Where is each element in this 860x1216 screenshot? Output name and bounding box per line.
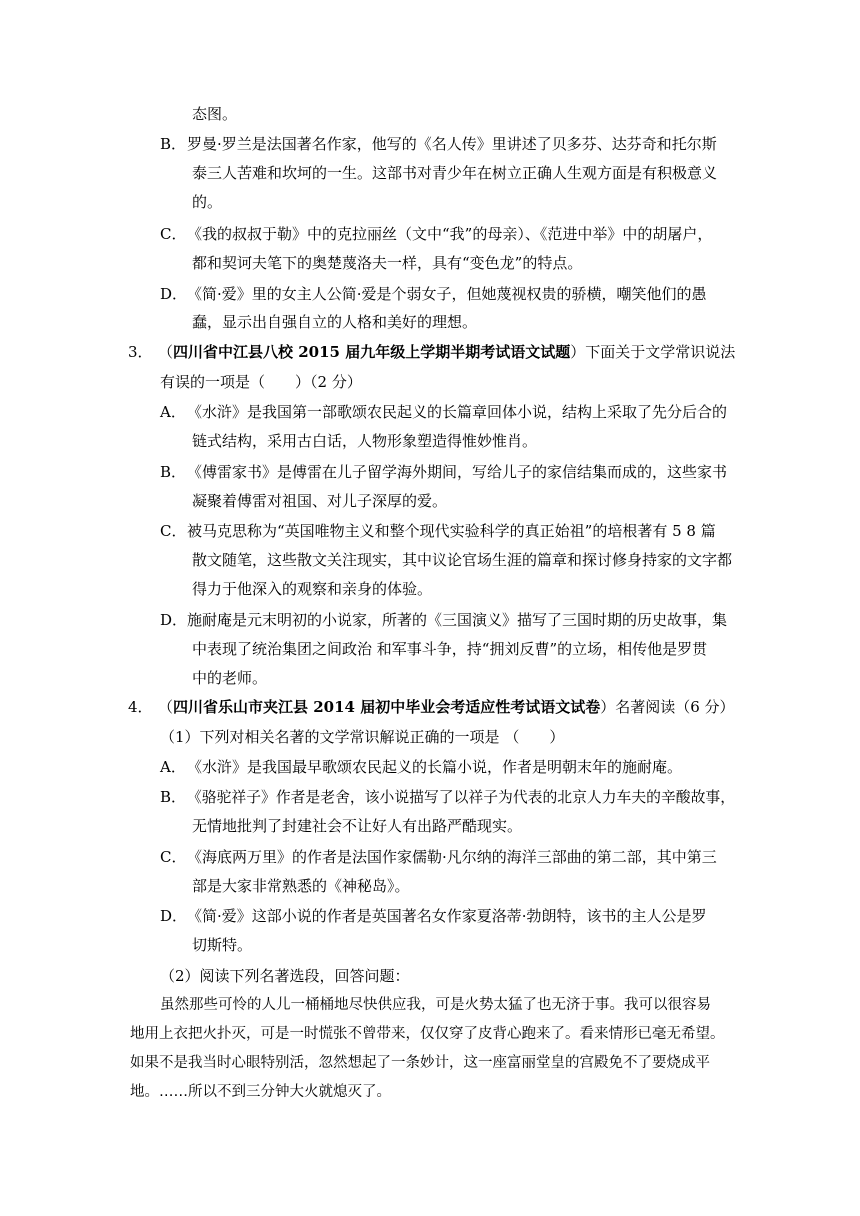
q3-stem-rest: 下面关于文学常识说法 <box>585 343 736 361</box>
q2-option-b-line2: 泰三人苦难和坎坷的一生。这部书对青少年在树立正确人生观方面是有积极意义 <box>192 164 718 182</box>
excerpt-line-2: 地用上衣把火扑灭，可是一时慌张不曾带来，仅仅穿了皮背心跑来了。看来情形已毫无希望。 <box>130 1026 725 1042</box>
q3-stem-line1 <box>158 342 735 362</box>
q4-number: 4． <box>128 698 153 716</box>
q4-option-b-label: B． <box>160 788 187 806</box>
q2-option-b-line3: 的。 <box>192 193 223 211</box>
q2-tail-text: 态图。 <box>192 105 238 123</box>
q3-stem-line2: 有误的一项是（ ）（2 分） <box>160 373 362 391</box>
q4-source: 四川省乐山市夹江县 2014 届初中毕业会考适应性考试语文试卷 <box>173 698 601 716</box>
q3-option-c-line2: 散文随笔，这些散文关注现实，其中议论官场生涯的篇章和探讨修身持家的文字都 <box>192 551 733 569</box>
q2-option-d-label: D． <box>160 285 188 303</box>
q2-option-d-line1: 《简·爱》里的女主人公简·爱是个弱女子，但她蔑视权贵的骄横，嘲笑他们的愚 <box>187 285 707 303</box>
q3-option-d-line1: 施耐庵是元末明初的小说家，所著的《三国演义》描写了三国时期的历史故事，集 <box>187 611 728 629</box>
q4-option-c-label: C． <box>160 848 187 866</box>
q4-source-close: ） <box>600 698 616 716</box>
q2-option-c-line1: 《我的叔叔于勒》中的克拉丽丝（文中“我”的母亲）、《范进中举》中的胡屠户， <box>187 225 713 243</box>
q3-option-a-line1: 《水浒》是我国第一部歌颂农民起义的长篇章回体小说，结构上采取了先分后合的 <box>187 403 728 421</box>
q3-source: 四川省中江县八校 2015 届九年级上学期半期考试语文试题 <box>173 343 571 361</box>
q3-number: 3． <box>128 343 153 361</box>
q4-stem-line1 <box>158 697 735 717</box>
q4-stem-rest: 名著阅读（6 分） <box>615 698 735 716</box>
q3-source-open: （ <box>158 343 174 361</box>
q3-option-d-label: D． <box>160 611 188 629</box>
excerpt-line-4: 地。……所以不到三分钟大火就熄灭了。 <box>130 1084 391 1100</box>
q3-option-b-label: B． <box>160 463 187 481</box>
q4-option-c-line1: 《海底两万里》的作者是法国作家儒勒·凡尔纳的海洋三部曲的第二部，其中第三 <box>187 848 717 866</box>
q4-option-d-label: D． <box>160 907 188 925</box>
q4-source-open: （ <box>158 698 174 716</box>
q4-option-d-line1: 《简·爱》这部小说的作者是英国著名女作家夏洛蒂·勃朗特，该书的主人公是罗 <box>187 907 707 925</box>
q2-option-c-label: C． <box>160 225 187 243</box>
q3-option-c-line1: 被马克思称为“英国唯物主义和整个现代实验科学的真正始祖”的培根著有 5 8 篇 <box>187 522 716 540</box>
excerpt-line-3: 如果不是我当时心眼特别活，忽然想起了一条妙计，这一座富丽堂皇的宫殿免不了要烧成平 <box>130 1055 710 1071</box>
q4-option-b-line2: 无情地批判了封建社会不让好人有出路严酷现实。 <box>192 817 523 835</box>
q4-option-d-line2: 切斯特。 <box>192 936 253 954</box>
q4-option-c-line2: 部是大家非常熟悉的《神秘岛》。 <box>192 877 410 895</box>
q3-option-a-label: A． <box>160 403 186 421</box>
q4-option-a-line1: 《水浒》是我国最早歌颂农民起义的长篇小说，作者是明朝末年的施耐庵。 <box>187 758 683 776</box>
excerpt-line-1: 虽然那些可怜的人儿一桶桶地尽快供应我，可是火势太猛了也无济于事。我可以很容易 <box>160 997 711 1013</box>
q2-option-d-line2: 蠢，显示出自强自立的人格和美好的理想。 <box>192 313 478 331</box>
q4-option-a-label: A． <box>160 758 186 776</box>
q3-option-c-label: C． <box>160 522 187 540</box>
q3-source-close: ） <box>570 343 586 361</box>
q4-sub1-prompt: （1）下列对相关名著的文学常识解说正确的一项是 （ ） <box>160 728 565 746</box>
q3-option-a-line2: 链式结构，采用古白话，人物形象塑造得惟妙惟肖。 <box>192 432 538 450</box>
q4-option-b-line1: 《骆驼祥子》作者是老舍，该小说描写了以祥子为代表的北京人力车夫的辛酸故事， <box>187 788 736 806</box>
q2-option-c-line2: 都和契诃夫笔下的奥楚蔑洛夫一样，具有“变色龙”的特点。 <box>192 254 583 272</box>
q3-option-b-line2: 凝聚着傅雷对祖国、对儿子深厚的爱。 <box>192 492 448 510</box>
q3-option-d-line2: 中表现了统治集团之间政治 和军事斗争，持“拥刘反曹”的立场，相传他是罗贯 <box>192 640 708 658</box>
q2-option-b-label: B． <box>160 135 187 153</box>
q2-option-b-line1: 罗曼·罗兰是法国著名作家，他写的《名人传》里讲述了贝多芬、达芬奇和托尔斯 <box>187 135 717 153</box>
q3-option-c-line3: 得力于他深入的观察和亲身的体验。 <box>192 580 433 598</box>
q3-option-d-line3: 中的老师。 <box>192 669 268 687</box>
q4-sub2-prompt: （2）阅读下列名著选段，回答问题： <box>160 967 410 985</box>
q3-option-b-line1: 《傅雷家书》是傅雷在儿子留学海外期间，写给儿子的家信结集而成的，这些家书 <box>187 463 728 481</box>
